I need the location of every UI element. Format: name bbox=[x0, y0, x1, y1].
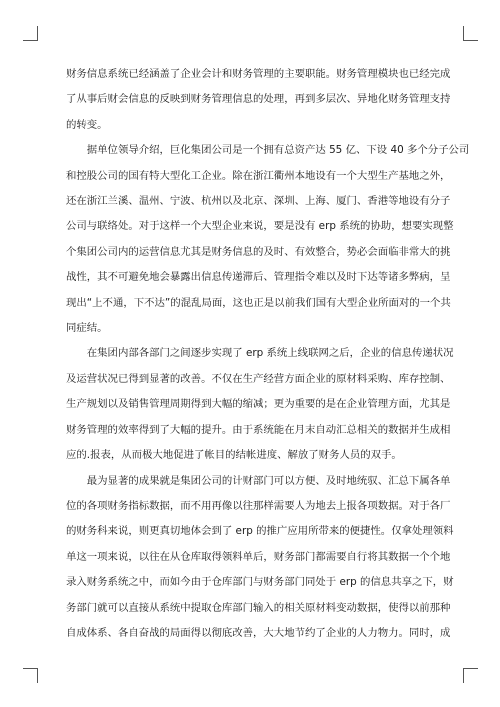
text-line: 的转变。 bbox=[66, 118, 108, 131]
text-line: 同症结。 bbox=[66, 322, 108, 335]
text-line: 战性，其不可避免地会暴露出信息传递滞后、管理指令难以及时下达等诸多弊病，呈 bbox=[66, 271, 451, 284]
paragraph-3 bbox=[66, 341, 454, 468]
text-line: 据单位领导介绍，巨化集团公司是一个拥有总资产达 55 亿、下设 40 多个分子公司 bbox=[66, 144, 470, 157]
text-line: 公司与联络处。对于这样一个大型企业来说，要是没有 erp 系统的协助，想要实现整 bbox=[66, 220, 454, 233]
text-line: 在集团内部各部门之间逐步实现了 erp 系统上线联网之后，企业的信息传递状况 bbox=[66, 347, 454, 360]
text-line: 财务信息系统已经涵盖了企业会计和财务管理的主要职能。财务管理模块也已经完成 bbox=[66, 68, 451, 80]
text-line: 单这一项来说，以往在从仓库取得领料单后，财务部门都需要自行将其数据一个个地 bbox=[66, 550, 451, 563]
text-line: 最为显著的成果就是集团公司的计财部门可以方便、及时地统驭、汇总下属各单 bbox=[66, 474, 451, 487]
text-line: 现出“上不通，下不达”的混乱局面，这也正是以前我们国有大型企业所面对的一个共 bbox=[66, 296, 451, 309]
crop-mark-top-right bbox=[463, 26, 478, 41]
text-line: 了从事后财会信息的反映到财务管理信息的处理，再到多层次、异地化财务管理支持 bbox=[66, 93, 451, 106]
paragraph-2 bbox=[66, 138, 470, 341]
text-line: 应的.报表，从而极大地促进了帐目的结帐进度、解放了财务人员的双手。 bbox=[66, 449, 402, 462]
text-line: 生产规划以及销售管理周期得到大幅的缩减；更为重要的是在企业管理方面，尤其是 bbox=[66, 398, 451, 411]
crop-mark-bottom-right bbox=[463, 668, 478, 683]
paragraph-1 bbox=[66, 62, 451, 138]
text-line: 和控股公司的国有特大型化工企业。除在浙江衢州本地设有一个大型生产基地之外， bbox=[66, 169, 451, 182]
crop-mark-bottom-left bbox=[23, 668, 38, 683]
text-line: 的财务科来说，则更真切地体会到了 erp 的推广应用所带来的便捷性。仅拿处理领料 bbox=[66, 525, 454, 538]
crop-mark-top-left bbox=[23, 26, 38, 41]
text-line: 及运营状况已得到显著的改善。不仅在生产经营方面企业的原材料采购、库存控制、 bbox=[66, 372, 451, 385]
text-line: 录入财务系统之中，而如今由于仓库部门与财务部门同处于 erp 的信息共享之下，财 bbox=[66, 576, 454, 589]
body-text bbox=[66, 62, 470, 646]
text-line: 还在浙江兰溪、温州、宁波、杭州以及北京、深圳、上海、厦门、香港等地设有分子 bbox=[66, 195, 451, 208]
text-line: 个集团公司内的运营信息尤其是财务信息的及时、有效整合，势必会面临非常大的挑 bbox=[66, 245, 451, 258]
text-line: 位的各项财务指标数据，而不用再像以往那样需要人为地去上报各项数据。对于各厂 bbox=[66, 499, 451, 512]
text-line: 务部门就可以直接从系统中提取仓库部门输入的相关原材料变动数据，使得以前那种 bbox=[66, 601, 451, 614]
paragraph-4 bbox=[66, 469, 454, 647]
text-line: 自成体系、各自奋战的局面得以彻底改善，大大地节约了企业的人力物力。同时，成 bbox=[66, 626, 451, 639]
text-line: 财务管理的效率得到了大幅的提升。由于系统能在月末自动汇总相关的数据并生成相 bbox=[66, 423, 451, 436]
